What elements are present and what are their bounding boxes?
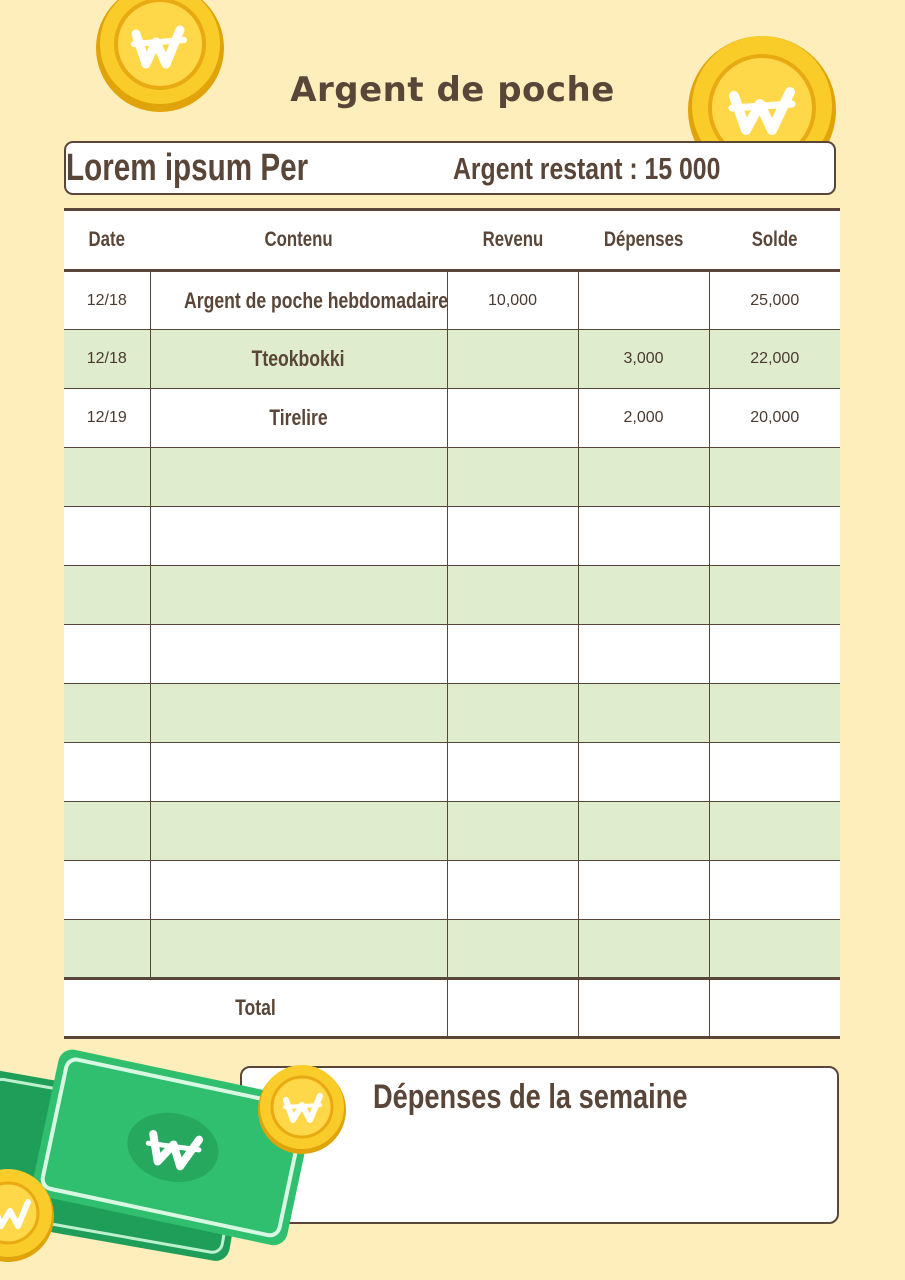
income-cell: 10,000 bbox=[447, 271, 578, 330]
empty-row bbox=[64, 507, 840, 566]
empty-row bbox=[64, 861, 840, 920]
remaining-balance: Argent restant : 15 000 bbox=[453, 151, 721, 186]
income-cell bbox=[447, 389, 578, 448]
total-label: Total bbox=[64, 979, 447, 1038]
empty-row bbox=[64, 684, 840, 743]
empty-row bbox=[64, 743, 840, 802]
table-row bbox=[64, 389, 840, 448]
total-income-cell bbox=[447, 979, 578, 1038]
balance-cell: 25,000 bbox=[709, 271, 840, 330]
coin-icon bbox=[254, 1060, 350, 1156]
date-cell: 12/18 bbox=[64, 271, 150, 330]
balance-cell: 20,000 bbox=[709, 389, 840, 448]
expense-cell: 3,000 bbox=[578, 330, 709, 389]
column-header: Revenu bbox=[447, 210, 578, 271]
total-expense-cell bbox=[578, 979, 709, 1038]
balance-cell: 22,000 bbox=[709, 330, 840, 389]
content-cell: Argent de poche hebdomadaire bbox=[150, 271, 447, 330]
content-cell: Tirelire bbox=[150, 389, 447, 448]
owner-name: Lorem ipsum Per bbox=[66, 147, 309, 189]
income-cell bbox=[447, 330, 578, 389]
header-box bbox=[64, 141, 836, 195]
empty-row bbox=[64, 448, 840, 507]
date-cell: 12/18 bbox=[64, 330, 150, 389]
table-row bbox=[64, 271, 840, 330]
coin-icon bbox=[0, 1164, 56, 1264]
empty-row bbox=[64, 566, 840, 625]
ledger-table bbox=[64, 208, 840, 1039]
date-cell: 12/19 bbox=[64, 389, 150, 448]
empty-row bbox=[64, 920, 840, 979]
weekly-expenses-title: Dépenses de la semaine bbox=[373, 1078, 688, 1116]
column-header: Contenu bbox=[150, 210, 447, 271]
empty-row bbox=[64, 625, 840, 684]
column-header: Dépenses bbox=[578, 210, 709, 271]
table-row bbox=[64, 330, 840, 389]
total-row bbox=[64, 979, 840, 1038]
page-title: Argent de poche bbox=[290, 70, 615, 110]
content-cell: Tteokbokki bbox=[150, 330, 447, 389]
header-row bbox=[64, 210, 840, 271]
expense-cell: 2,000 bbox=[578, 389, 709, 448]
column-header: Date bbox=[64, 210, 150, 271]
column-header: Solde bbox=[709, 210, 840, 271]
empty-row bbox=[64, 802, 840, 861]
total-balance-cell bbox=[709, 979, 840, 1038]
expense-cell bbox=[578, 271, 709, 330]
